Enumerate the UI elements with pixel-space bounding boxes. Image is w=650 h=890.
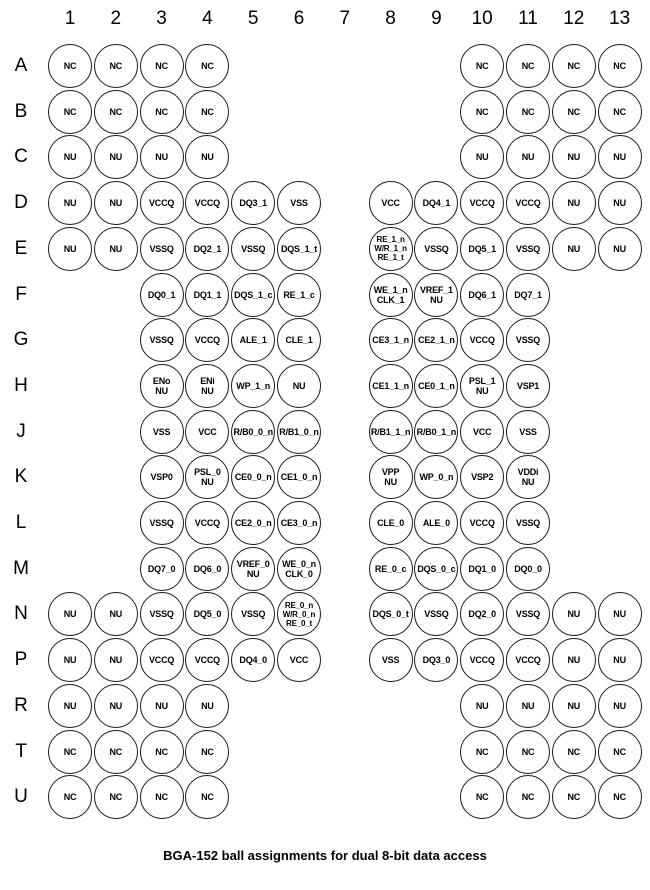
ball: VREF_1 NU (414, 273, 458, 317)
ball: DQ7_0 (140, 547, 184, 591)
ball: NU (48, 135, 92, 179)
ball: VCCQ (460, 638, 504, 682)
ball: CE1_0_n (277, 455, 321, 499)
ball: NC (506, 90, 550, 134)
ball: CE3_0_n (277, 501, 321, 545)
row-header: L (15, 512, 27, 533)
column-header: 5 (247, 8, 259, 29)
ball: CLE_0 (369, 501, 413, 545)
ball: VSS (140, 410, 184, 454)
ball: DQS_0_t (369, 592, 413, 636)
ball: NC (598, 775, 642, 819)
ball: DQ1_1 (185, 273, 229, 317)
ball: VSP2 (460, 455, 504, 499)
ball: NC (506, 775, 550, 819)
ball: NU (460, 135, 504, 179)
row-header: U (14, 786, 28, 808)
row-header: P (14, 649, 28, 671)
ball: NC (185, 90, 229, 134)
ball: NU (94, 638, 138, 682)
ball: CE3_1_n (369, 318, 413, 362)
ball: NC (506, 44, 550, 88)
ball: NU (185, 684, 229, 728)
ball: NC (48, 775, 92, 819)
ball: NU (506, 684, 550, 728)
ball: NU (94, 227, 138, 271)
ball: DQ1_0 (460, 547, 504, 591)
row-header: T (15, 740, 27, 762)
row-header: E (14, 237, 28, 259)
ball: NC (598, 90, 642, 134)
ball: NU (94, 684, 138, 728)
ball: NU (48, 684, 92, 728)
ball: NU (552, 227, 596, 271)
ball: NC (552, 730, 596, 774)
ball: DQS_1_t (277, 227, 321, 271)
row-header: D (14, 192, 28, 214)
ball: RE_0_c (369, 547, 413, 591)
ball: DQ5_0 (185, 592, 229, 636)
ball: R/B0_0_n (231, 410, 275, 454)
ball: NC (460, 775, 504, 819)
ball: PSL_1 NU (460, 364, 504, 408)
row-header: H (14, 374, 28, 396)
ball: NU (94, 592, 138, 636)
ball: VREF_0 NU (231, 547, 275, 591)
ball: WE_1_n CLK_1 (369, 273, 413, 317)
column-header: 9 (431, 8, 442, 29)
ball: ENi NU (185, 364, 229, 408)
ball: NU (598, 181, 642, 225)
ball: NC (460, 90, 504, 134)
ball: VSSQ (506, 501, 550, 545)
ball: DQ4_1 (414, 181, 458, 225)
row-header: R (14, 694, 28, 716)
ball: VSSQ (231, 592, 275, 636)
ball: VCC (277, 638, 321, 682)
ball: WE_0_n CLK_0 (277, 547, 321, 591)
ball: NU (552, 638, 596, 682)
ball: DQS_0_c (414, 547, 458, 591)
ball: VCC (185, 410, 229, 454)
ball: VSSQ (140, 592, 184, 636)
ball: NU (48, 638, 92, 682)
ball: NC (552, 44, 596, 88)
ball: DQ7_1 (506, 273, 550, 317)
ball: VSS (277, 181, 321, 225)
ball: NC (48, 730, 92, 774)
ball: NC (140, 730, 184, 774)
column-header: 3 (156, 8, 167, 29)
row-header: M (13, 557, 29, 579)
ball: ALE_0 (414, 501, 458, 545)
ball: VSSQ (506, 318, 550, 362)
ball: RE_1_c (277, 273, 321, 317)
ball: VCCQ (460, 501, 504, 545)
ball: VCCQ (140, 638, 184, 682)
ball: NU (598, 592, 642, 636)
ball: NU (48, 181, 92, 225)
ball: NU (460, 684, 504, 728)
column-header: 13 (609, 8, 631, 29)
ball: WP_0_n (414, 455, 458, 499)
ball: VSSQ (506, 592, 550, 636)
ball: R/B1_0_n (277, 410, 321, 454)
ball: DQ6_1 (460, 273, 504, 317)
ball: RE_1_n W/R_1_n RE_1_t (369, 227, 413, 271)
ball: NC (506, 730, 550, 774)
ball: VSSQ (231, 227, 275, 271)
ball: VSSQ (140, 318, 184, 362)
ball: NC (94, 44, 138, 88)
ball: NC (94, 730, 138, 774)
ball: CE1_1_n (369, 364, 413, 408)
ball: VPP NU (369, 455, 413, 499)
ball: PSL_0 NU (185, 455, 229, 499)
ball: DQ4_0 (231, 638, 275, 682)
ball: VCCQ (460, 181, 504, 225)
ball: DQ0_1 (140, 273, 184, 317)
ball: VCC (460, 410, 504, 454)
ball: CE2_1_n (414, 318, 458, 362)
column-header: 4 (202, 8, 213, 29)
row-header: K (14, 466, 28, 488)
ball: VCCQ (506, 638, 550, 682)
figure-caption: BGA-152 ball assignments for dual 8-bit data access (163, 848, 487, 863)
column-header: 11 (518, 8, 538, 29)
ball: NC (185, 730, 229, 774)
ball: DQ0_0 (506, 547, 550, 591)
ball: NU (552, 684, 596, 728)
ball: NU (94, 181, 138, 225)
ball: VCCQ (185, 318, 229, 362)
ball: NC (140, 90, 184, 134)
row-header: A (14, 55, 28, 76)
ball: NC (140, 44, 184, 88)
ball: NC (48, 44, 92, 88)
ball: VCCQ (185, 501, 229, 545)
ball: CE0_0_n (231, 455, 275, 499)
ball: NC (460, 44, 504, 88)
ball: NC (94, 90, 138, 134)
ball: NC (552, 775, 596, 819)
ball: VSP1 (506, 364, 550, 408)
ball: NC (552, 90, 596, 134)
ball: VSS (506, 410, 550, 454)
ball: VCCQ (185, 638, 229, 682)
ball: VSS (369, 638, 413, 682)
ball: VSSQ (140, 227, 184, 271)
ball: NC (94, 775, 138, 819)
ball: DQ2_1 (185, 227, 229, 271)
ball: DQS_1_c (231, 273, 275, 317)
ball: NC (598, 44, 642, 88)
ball: NC (185, 44, 229, 88)
ball: ENo NU (140, 364, 184, 408)
ball: NU (277, 364, 321, 408)
row-header: N (14, 603, 28, 625)
ball: NU (598, 638, 642, 682)
ball: VDDi NU (506, 455, 550, 499)
row-header: B (14, 100, 28, 122)
ball: NU (94, 135, 138, 179)
ball: VCC (369, 181, 413, 225)
ball: DQ3_1 (231, 181, 275, 225)
ball: VCCQ (140, 181, 184, 225)
ball: R/B1_1_n (369, 410, 413, 454)
ball: NU (185, 135, 229, 179)
ball: R/B0_1_n (414, 410, 458, 454)
ball: DQ5_1 (460, 227, 504, 271)
ball: RE_0_n W/R_0_n RE_0_t (277, 592, 321, 636)
column-header: 7 (339, 8, 351, 29)
ball: CE2_0_n (231, 501, 275, 545)
row-header: F (15, 283, 27, 305)
ball: VSSQ (140, 501, 184, 545)
ball: NC (140, 775, 184, 819)
ball: NU (598, 135, 642, 179)
column-header: 12 (563, 8, 585, 29)
ball: NU (552, 181, 596, 225)
ball: VCCQ (460, 318, 504, 362)
ball: NC (598, 730, 642, 774)
ball: WP_1_n (231, 364, 275, 408)
column-header: 6 (293, 8, 305, 29)
ball: CE0_1_n (414, 364, 458, 408)
ball: NU (552, 592, 596, 636)
ball: NU (48, 227, 92, 271)
ball: VCCQ (185, 181, 229, 225)
ball: NU (506, 135, 550, 179)
column-header: 8 (385, 8, 396, 29)
ball: NU (140, 135, 184, 179)
ball: NU (140, 684, 184, 728)
ball: VCCQ (506, 181, 550, 225)
ball: VSSQ (506, 227, 550, 271)
ball: NU (598, 227, 642, 271)
ball: NC (460, 730, 504, 774)
ball: DQ3_0 (414, 638, 458, 682)
row-header: G (13, 329, 29, 351)
ball: NU (598, 684, 642, 728)
ball: NU (552, 135, 596, 179)
ball: VSP0 (140, 455, 184, 499)
ball: DQ2_0 (460, 592, 504, 636)
ball: VSSQ (414, 592, 458, 636)
column-header: 1 (64, 8, 76, 29)
ball: VSSQ (414, 227, 458, 271)
ball: NU (48, 592, 92, 636)
ball: ALE_1 (231, 318, 275, 362)
ball: NC (48, 90, 92, 134)
ball: DQ6_0 (185, 547, 229, 591)
ball: NC (185, 775, 229, 819)
column-header: 10 (471, 8, 493, 29)
row-header: J (16, 420, 26, 442)
column-header: 2 (110, 8, 122, 29)
row-header: C (14, 146, 28, 168)
ball: CLE_1 (277, 318, 321, 362)
